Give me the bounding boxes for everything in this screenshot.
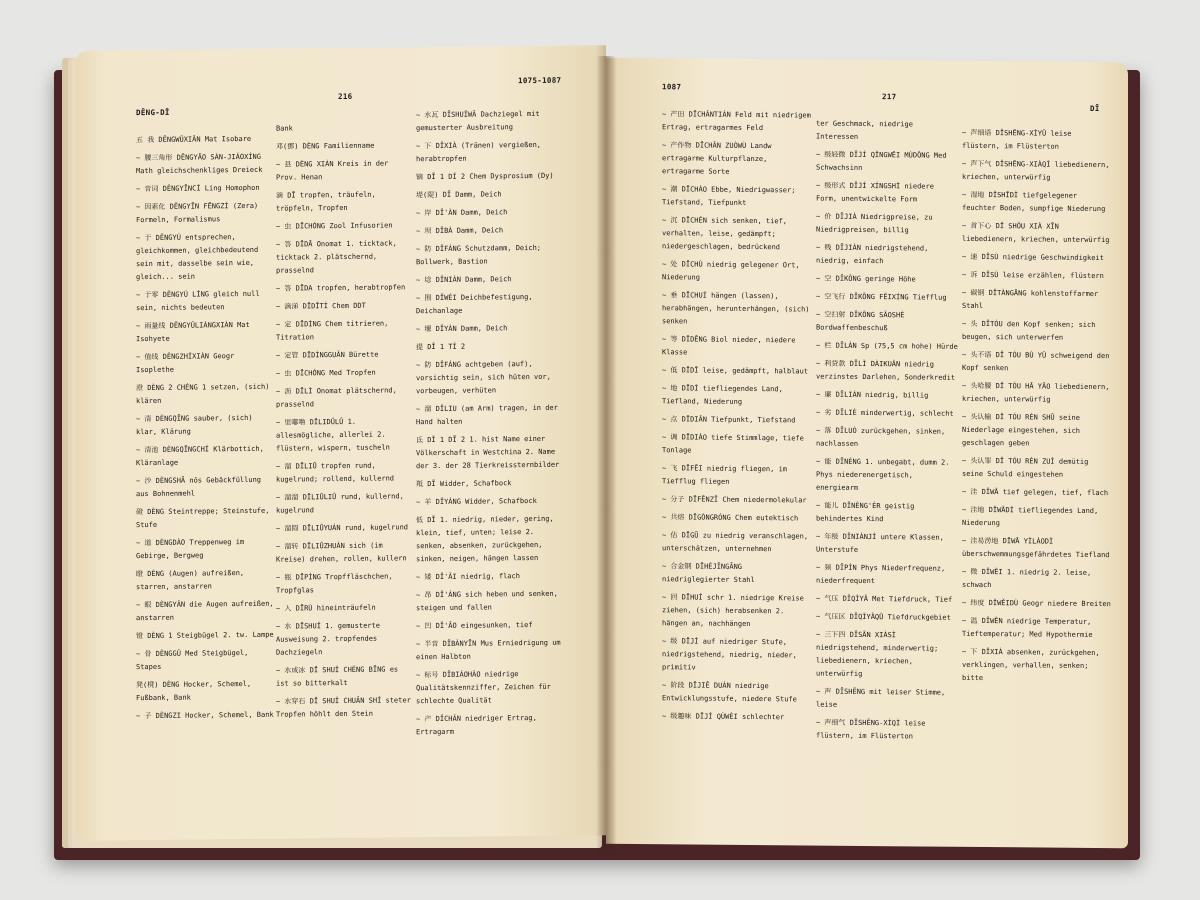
dictionary-entry: ~ 栏 DĪLÁN Sp (75,5 cm hohe) Hürde <box>816 341 958 351</box>
dictionary-entry: ~ 共熔 DĪGÒNGRÓNG Chem eutektisch <box>662 513 799 523</box>
dictionary-entry: ~ 能 DĪNÉNG 1. unbegabt, dumm 2. Phys niederenergetisch, energiearm <box>816 457 950 492</box>
dictionary-entry: ~ 答 DĪDA tropfen, herabtropfen <box>276 283 406 293</box>
dictionary-entry: ~ 音词 DĚNGYĪNCÍ Ling Homophon <box>136 183 260 194</box>
dictionary-entry: ~ 声 DĪSHĒNG mit leiser Stimme, leise <box>816 687 946 709</box>
dictionary-entry: ~ 分子 DĪFĒNZǏ Chem niedermolekular <box>662 495 807 505</box>
right-running-head-left: 1087 <box>662 82 682 92</box>
dictionary-entry: ~ 羊 DĪYÁNG Widder, Schafbock <box>416 496 537 507</box>
left-running-head-right: 1075-1087 <box>518 75 562 86</box>
dictionary-entry: ~ 地 DĪDÌ tiefliegendes Land, Tiefland, Niederung <box>662 384 783 406</box>
dictionary-entry: ~ 凹 DĪ'ĀO eingesunken, tief <box>416 620 533 631</box>
dictionary-entry: ~ 洼地 DĪWĀDÌ tiefliegendes Land, Niederung <box>962 505 1099 528</box>
dictionary-entry: ~ 防 DĪFÁNG achtgeben (auf), vorsichtig sein, sich hüten vor, vorbeugen, verhüten <box>416 359 551 396</box>
dictionary-entry: ~ 年级 DĪNIÁNJÍ untere Klassen, Unterstufe <box>816 532 944 554</box>
dictionary-entry: 磴 DÈNG Steintreppe; Steinstufe, Stufe <box>136 506 270 530</box>
dictionary-entry: ~ 头 DĪTÓU den Kopf senken; sich beugen, sich unterwerfen <box>962 319 1096 342</box>
dictionary-entry: ~ 头哈腰 DĪ TÓU HĀ YĀO liebedienern, kriechen, unterwürfig <box>962 381 1110 404</box>
dictionary-entry: ~ 沥 DĪLÌ Onomat plätschernd, prasselnd <box>276 386 397 409</box>
dictionary-entry: ~ 调 DĪDIÀO tiefe Stimmlage, tiefe Tonlage <box>662 433 804 455</box>
dictionary-entry: ~ 答 DĪDĀ Onomat 1. ticktack, ticktack 2. plätschernd, prasselnd <box>276 239 397 275</box>
dictionary-entry: ~ 腰三角形 DĚNGYĀO SÁN-JIǍOXÍNG Math gleichschenkliges Dreieck <box>136 152 263 176</box>
dictionary-entry: ~ 速 DĪSÙ niedrige Geschwindigkeit <box>962 252 1104 263</box>
right-running-head-right: DĪ <box>1090 103 1100 114</box>
dictionary-entry: ~ 空 DĪKŌNG geringe Höhe <box>816 274 916 284</box>
dictionary-entry: ~ 沉 DĪCHÉN sich senken, tief, verhalten, leise, gedämpft; niedergeschlagen, bedrückend <box>662 216 788 252</box>
dictionary-entry: 堤(隄) DĪ Damm, Deich <box>416 190 502 200</box>
dictionary-entry: ~ 回 DĪHUÍ schr 1. niedrige Kreise ziehen, (sich) herabsenken 2. hängen an, nachhängen <box>662 593 804 628</box>
dictionary-entry: ~ 贱 DĪJIÀN niedrigstehend, niedrig, einfach <box>816 243 929 266</box>
dictionary-entry: ~ 洼易涝地 DĪWĀ YÌLÀODÌ überschwemmungsgefährdetes Tiefland <box>962 536 1110 560</box>
dictionary-entry: ~ 虫 DĪCHÓNG Zool Infusorien <box>276 221 393 231</box>
dictionary-entry: ~ 空飞行 DĪKŌNG FĒIXÍNG Tiefflug <box>816 292 947 302</box>
dictionary-entry: ~ 空扫射 DĪKŌNG SǍOSHÈ Bordwaffenbeschuß <box>816 310 905 333</box>
dictionary-entry: ter Geschmack, niedrige Interessen <box>816 119 913 141</box>
dictionary-entry: ~ 县 DÈNG XIÀN Kreis in der Prov. Henan <box>276 159 389 182</box>
dictionary-entry: ~ 堰 DĪYÀN Damm, Deich <box>416 324 508 334</box>
dictionary-entry: ~ 级形式 DĪJÍ XÍNGSHÌ niedere Form, unentwickelte Form <box>816 181 934 204</box>
dictionary-entry: ~ 因素化 DĚNGYĪN FĒNGZÍ (Zera) Formeln, Formalismus <box>136 201 259 225</box>
dictionary-entry: ~ 沙 DÈNGSHĀ nōs Gebäckfüllung aus Bohnenmehl <box>136 475 262 499</box>
dictionary-entry: ~ 诉 DĪSÙ leise erzählen, flüstern <box>962 270 1104 281</box>
left-page <box>76 45 606 841</box>
dictionary-entry: ~ 级趣味 DĪJÍ QÙWÈI schlechter <box>662 712 785 722</box>
dictionary-entry: ~ 飞 DĪFĒI niedrig fliegen, im Tiefflug fliegen <box>662 464 788 486</box>
left-page-number: 216 <box>338 91 353 102</box>
dictionary-entry: ~ 估 DĪGŪ zu niedrig veranschlagen, unterschätzen, unternehmen <box>662 531 809 554</box>
dictionary-entry: ~ 首下心 DĪ SHǑU XIÀ XĪN liebedienern, kriechen, unterwürfig <box>962 221 1110 245</box>
left-column-3 <box>416 108 566 745</box>
dictionary-entry: ~ 溜溜 DĪLIŪLIŪ rund, kullernd, kugelrund <box>276 492 404 515</box>
book-gutter <box>596 56 616 856</box>
dictionary-entry: ~ 产 DĪCHǍN niedriger Ertrag, Ertragarm <box>416 713 537 737</box>
dictionary-entry: ~ 温 DĪWĒN niedrige Temperatur, Tieftemperatur; Med Hypothermie <box>962 616 1093 639</box>
dictionary-entry: ~ 溜转 DĪLIŪZHUÀN sich (im Kreise) drehen, rollen, kullern <box>276 541 407 564</box>
dictionary-entry: ~ 级 DĪJÍ auf niedriger Stufe, niedrigstehend, niedrig, nieder, primitiv <box>662 637 797 672</box>
dictionary-entry: ~ 定 DĪDÌNG Chem titrieren, Titration <box>276 319 389 342</box>
dictionary-entry: 五 我 DĒNGWǓXIǍN Mat Isobare <box>136 134 252 145</box>
dictionary-entry: ~ 垂 DĪCHUÍ hängen (lassen), herabhängen, herunterhängen, (sich) senken <box>662 291 810 326</box>
dictionary-entry: ~ 劣 DĪLIÈ minderwertig, schlecht <box>816 408 954 418</box>
dictionary-entry: ~ 矮 DĪ'ǍI niedrig, flach <box>416 572 520 582</box>
dictionary-entry: ~ 气压区 DĪQÌYĀQŪ Tiefdruckgebiet <box>816 612 951 622</box>
dictionary-entry: ~ 道 DÈNGDÀO Treppenweg im Gebirge, Bergweg <box>136 538 245 561</box>
dictionary-entry: ~ 眼 DÈNGYǍN die Augen aufreißen, anstarren <box>136 599 274 623</box>
dictionary-entry: ~ 岸 DĪ'ÀN Damm, Deich <box>416 208 508 218</box>
right-column-1 <box>662 108 812 729</box>
dictionary-entry: ~ 气压 DĪQÌYĀ Met Tiefdruck, Tief <box>816 594 953 604</box>
dictionary-entry: ~ 声细语 DĪSHĒNG-XÌYǓ leise flüstern, im Flüsterton <box>962 128 1072 151</box>
dictionary-entry: 氐 DǏ 1 DĪ 2 1. hist Name einer Völkerschaft in Westchina 2. Name der 3. der 28 Tierkreissternbilder <box>416 434 560 471</box>
dictionary-entry: ~ 雨量线 DĚNGYǓLIÀNGXIÀN Mat Isohyete <box>136 320 250 344</box>
dictionary-entry: ~ 频 DĪPÍN Phys Niederfrequenz, niederfrequent <box>816 563 946 586</box>
dictionary-entry: ~ 价 DĪJIÀ Niedrigpreise, zu Niedrigpreisen, billig <box>816 212 933 235</box>
dictionary-entry: ~ 围 DĪWÉI Deichbefestigung, Deichanlage <box>416 292 533 316</box>
dictionary-entry: ~ 声下气 DĪSHĒNG-XIÀQÌ liebedienern, kriechen, unterwürfig <box>962 159 1110 182</box>
dictionary-entry: ~ 半音 DĪBÀNYĪN Mus Erniedrigung um einen Halbton <box>416 638 561 662</box>
dictionary-entry: ~ 清 DÈNGQĪNG sauber, (sich) klar, Klärung <box>136 413 253 437</box>
right-column-3 <box>962 127 1112 691</box>
right-page-number: 217 <box>882 92 897 102</box>
dictionary-entry: ~ 水穿石 DĪ SHUǏ CHUĀN SHÍ steter Tropfen höhlt den Stein <box>276 696 411 719</box>
dictionary-entry: ~ 清池 DÈNGQĪNGCHÍ Klärbottich, Kläranlage <box>136 444 264 468</box>
dictionary-entry: 提 DĪ 1 TÍ 2 <box>416 342 466 352</box>
left-column-1 <box>136 133 276 728</box>
dictionary-entry: ~ 于零 DĚNGYÚ LÍNG gleich null sein, nichts bedeuten <box>136 289 260 313</box>
dictionary-entry: ~ 骨 DÈNGGǓ Med Steigbügel, Stapes <box>136 648 249 672</box>
dictionary-entry: 瞪 DÈNG (Augen) aufreißen, starren, anstarren <box>136 569 245 592</box>
dictionary-entry: 低 DĪ 1. niedrig, nieder, gering, klein, tief, unten; leise 2. senken, absenken, zurückgehen, sinken, neigen, hängen lassen <box>416 514 554 564</box>
dictionary-entry: ~ 头认输 DĪ TÓU RÈN SHŪ seine Niederlage eingestehen, sich geschlagen geben <box>962 412 1081 448</box>
left-column-2 <box>276 121 412 726</box>
right-page <box>606 58 1128 849</box>
dictionary-entry: ~ 水 DĪSHUǏ 1. gemusterte Ausweisung 2. tropfendes Dachziegeln <box>276 621 380 657</box>
dictionary-entry: ~ 子 DÈNGZI Hocker, Schemel, Bank <box>136 710 274 721</box>
dictionary-entry: ~ 潮 DĪCHÁO Ebbe, Niedrigwasser; Tiefstand, Tiefpunkt <box>662 185 796 207</box>
dictionary-entry: ~ 低 DĪDĪ leise, gedämpft, halblaut <box>662 366 809 376</box>
dictionary-entry: ~ 滴涕 DĪDĪTÌ Chem DDT <box>276 301 366 311</box>
dictionary-entry: 凳(櫈) DÈNG Hocker, Schemel, Fußbank, Bank <box>136 679 252 703</box>
dictionary-entry: 滴 DĪ tropfen, träufeln, tröpfeln, Tropfen <box>276 190 376 213</box>
right-column-2 <box>816 118 958 749</box>
dictionary-entry: ~ 标号 DĪBIÁOHÀO niedrige Qualitätskennziffer, Zeichen für schlechte Qualität <box>416 670 551 706</box>
dictionary-entry: ~ 能儿 DĪNÉNG'ÉR geistig behindertes Kind <box>816 501 915 524</box>
dictionary-entry: ~ 碳钢 DĪTÀNGĀNG kohlenstoffarmer Stahl <box>962 288 1099 311</box>
dictionary-entry: ~ 埝 DĪNIÀN Damm, Deich <box>416 275 512 285</box>
dictionary-entry: 羝 DĪ Widder, Schafbock <box>416 479 512 489</box>
dictionary-entry: ~ 处 DĪCHÙ niedrig gelegener Ort, Niederung <box>662 260 800 282</box>
dictionary-entry: ~ 溜圆 DĪLIŪYUÁN rund, kugelrund <box>276 523 409 533</box>
dictionary-entry: ~ 落 DĪLUÒ zurückgehen, sinken, nachlassen <box>816 426 946 448</box>
dictionary-entry: ~ 定管 DĪDÌNGGUǍN Bürette <box>276 350 379 360</box>
dictionary-entry: ~ 坝 DĪBÀ Damm, Deich <box>416 226 504 236</box>
dictionary-entry: ~ 纬度 DĪWĚIDÙ Geogr niedere Breiten <box>962 598 1111 609</box>
dictionary-entry: ~ 湿地 DĪSHĪDÌ tiefgelegener feuchter Boden, sumpfige Niederung <box>962 190 1106 214</box>
dictionary-entry: ~ 昂 DĪ'ÁNG sich heben und senken, steigen und fallen <box>416 589 558 613</box>
dictionary-entry: ~ 微 DĪWĒI 1. niedrig 2. leise, schwach <box>962 567 1092 590</box>
dictionary-entry: ~ 头不语 DĪ TÓU BÙ YǓ schweigend den Kopf senken <box>962 350 1110 373</box>
dictionary-entry: ~ 产作物 DĪCHǍN ZUÒWÙ Landw ertragarme Kulturpflanze, ertragarme Sorte <box>662 141 772 176</box>
dictionary-entry: ~ 于 DĚNGYÚ entsprechen, gleichkommen, gleichbedeutend sein mit, dasselbe sein wie, gleich... sein <box>136 233 259 282</box>
dictionary-entry: 澄 DÈNG 2 CHÉNG 1 setzen, (sich) klären <box>136 382 270 406</box>
dictionary-entry: ~ 声细气 DĪSHĒNG-XÌQÌ leise flüstern, im Flüsterton <box>816 718 926 741</box>
dictionary-entry: ~ 溜 DĪLIŪ tropfen rund, kugelrund; rollend, kullernd <box>276 461 395 484</box>
dictionary-entry: ~ 水成冰 DĪ SHUǏ CHÉNG BĪNG es ist so bitterkalt <box>276 665 399 688</box>
dictionary-entry: ~ 产田 DĪCHǍNTIÁN Feld mit niedrigem Ertrag, ertragarmes Feld <box>662 110 811 133</box>
dictionary-entry: ~ 洼 DĪWĀ tief gelegen, tief, flach <box>962 487 1109 498</box>
dictionary-entry: ~ 点 DĪDIǍN Tiefpunkt, Tiefstand <box>662 415 796 425</box>
dictionary-entry: ~ 入 DĪRÙ hineinträufeln <box>276 603 376 613</box>
dictionary-entry: ~ 头认罪 DĪ TÓU RÈN ZUÌ demütig seine Schuld eingestehen <box>962 456 1089 479</box>
dictionary-entry: ~ 级轻微 DĪJÍ QĪNGWĒI MÙDǑNG Med Schwachsinn <box>816 150 947 172</box>
dictionary-entry: ~ 里嘟噜 DĪLIDŪLŪ 1. allesmögliche, allerlei 2. flüstern, wispern, tuscheln <box>276 417 390 453</box>
dictionary-entry: 镝 DĪ 1 DÍ 2 Chem Dysprosium (Dy) <box>416 171 554 182</box>
dictionary-entry: Bank <box>276 124 293 133</box>
dictionary-entry: ~ 阶段 DĪJIĒ DUÀN niedrige Entwicklungsstufe, niedere Stufe <box>662 681 797 704</box>
dictionary-entry: ~ 虫 DĪCHÓNG Med Tropfen <box>276 368 376 378</box>
dictionary-entry: ~ 水瓦 DĪSHUǏWǍ Dachziegel mit gemusterter Ausbreitung <box>416 109 540 133</box>
dictionary-entry: ~ 瓶 DĪPÍNG Tropffläschchen, Tropfglas <box>276 572 393 595</box>
dictionary-entry: 邓(鄧) DÈNG Familienname <box>276 141 375 151</box>
dictionary-entry: ~ 廉 DĪLIÁN niedrig, billig <box>816 390 929 400</box>
left-running-head-left: DĒNG-DĪ <box>136 107 170 118</box>
dictionary-entry: ~ 下 DĪXIÀ absenken, zurückgehen, verklingen, verhallen, senken; bitte <box>962 647 1100 683</box>
dictionary-entry: ~ 合金钢 DĪHÉJĪNGĀNG niedriglegierter Stahl <box>662 562 755 585</box>
dictionary-entry: ~ 溜 DĪLIU (am Arm) tragen, in der Hand halten <box>416 403 558 427</box>
dictionary-entry: 镫 DÈNG 1 Steigbügel 2. tw. Lampe <box>136 630 274 641</box>
dictionary-entry: ~ 等 DĪDĚNG Biol nieder, niedere Klasse <box>662 335 796 357</box>
dictionary-entry: ~ 三下四 DĪSĀN XIÀSÌ niedrigstehend, minderwertig; liebedienern, kriechen, unterwürfig <box>816 630 939 678</box>
dictionary-entry: ~ 下 DĪXIÀ (Tränen) vergießen, herabtropfen <box>416 140 542 164</box>
dictionary-entry: ~ 利贷款 DĪLÌ DÀIKUǍN niedrig verzinstes Darlehen, Sonderkredit <box>816 359 956 382</box>
dictionary-entry: ~ 防 DĪFÁNG Schutzdamm, Deich; Bollwerk, Bastion <box>416 243 542 267</box>
dictionary-entry: ~ 值线 DĚNGZHÍXIÀN Geogr Isoplethe <box>136 352 235 375</box>
